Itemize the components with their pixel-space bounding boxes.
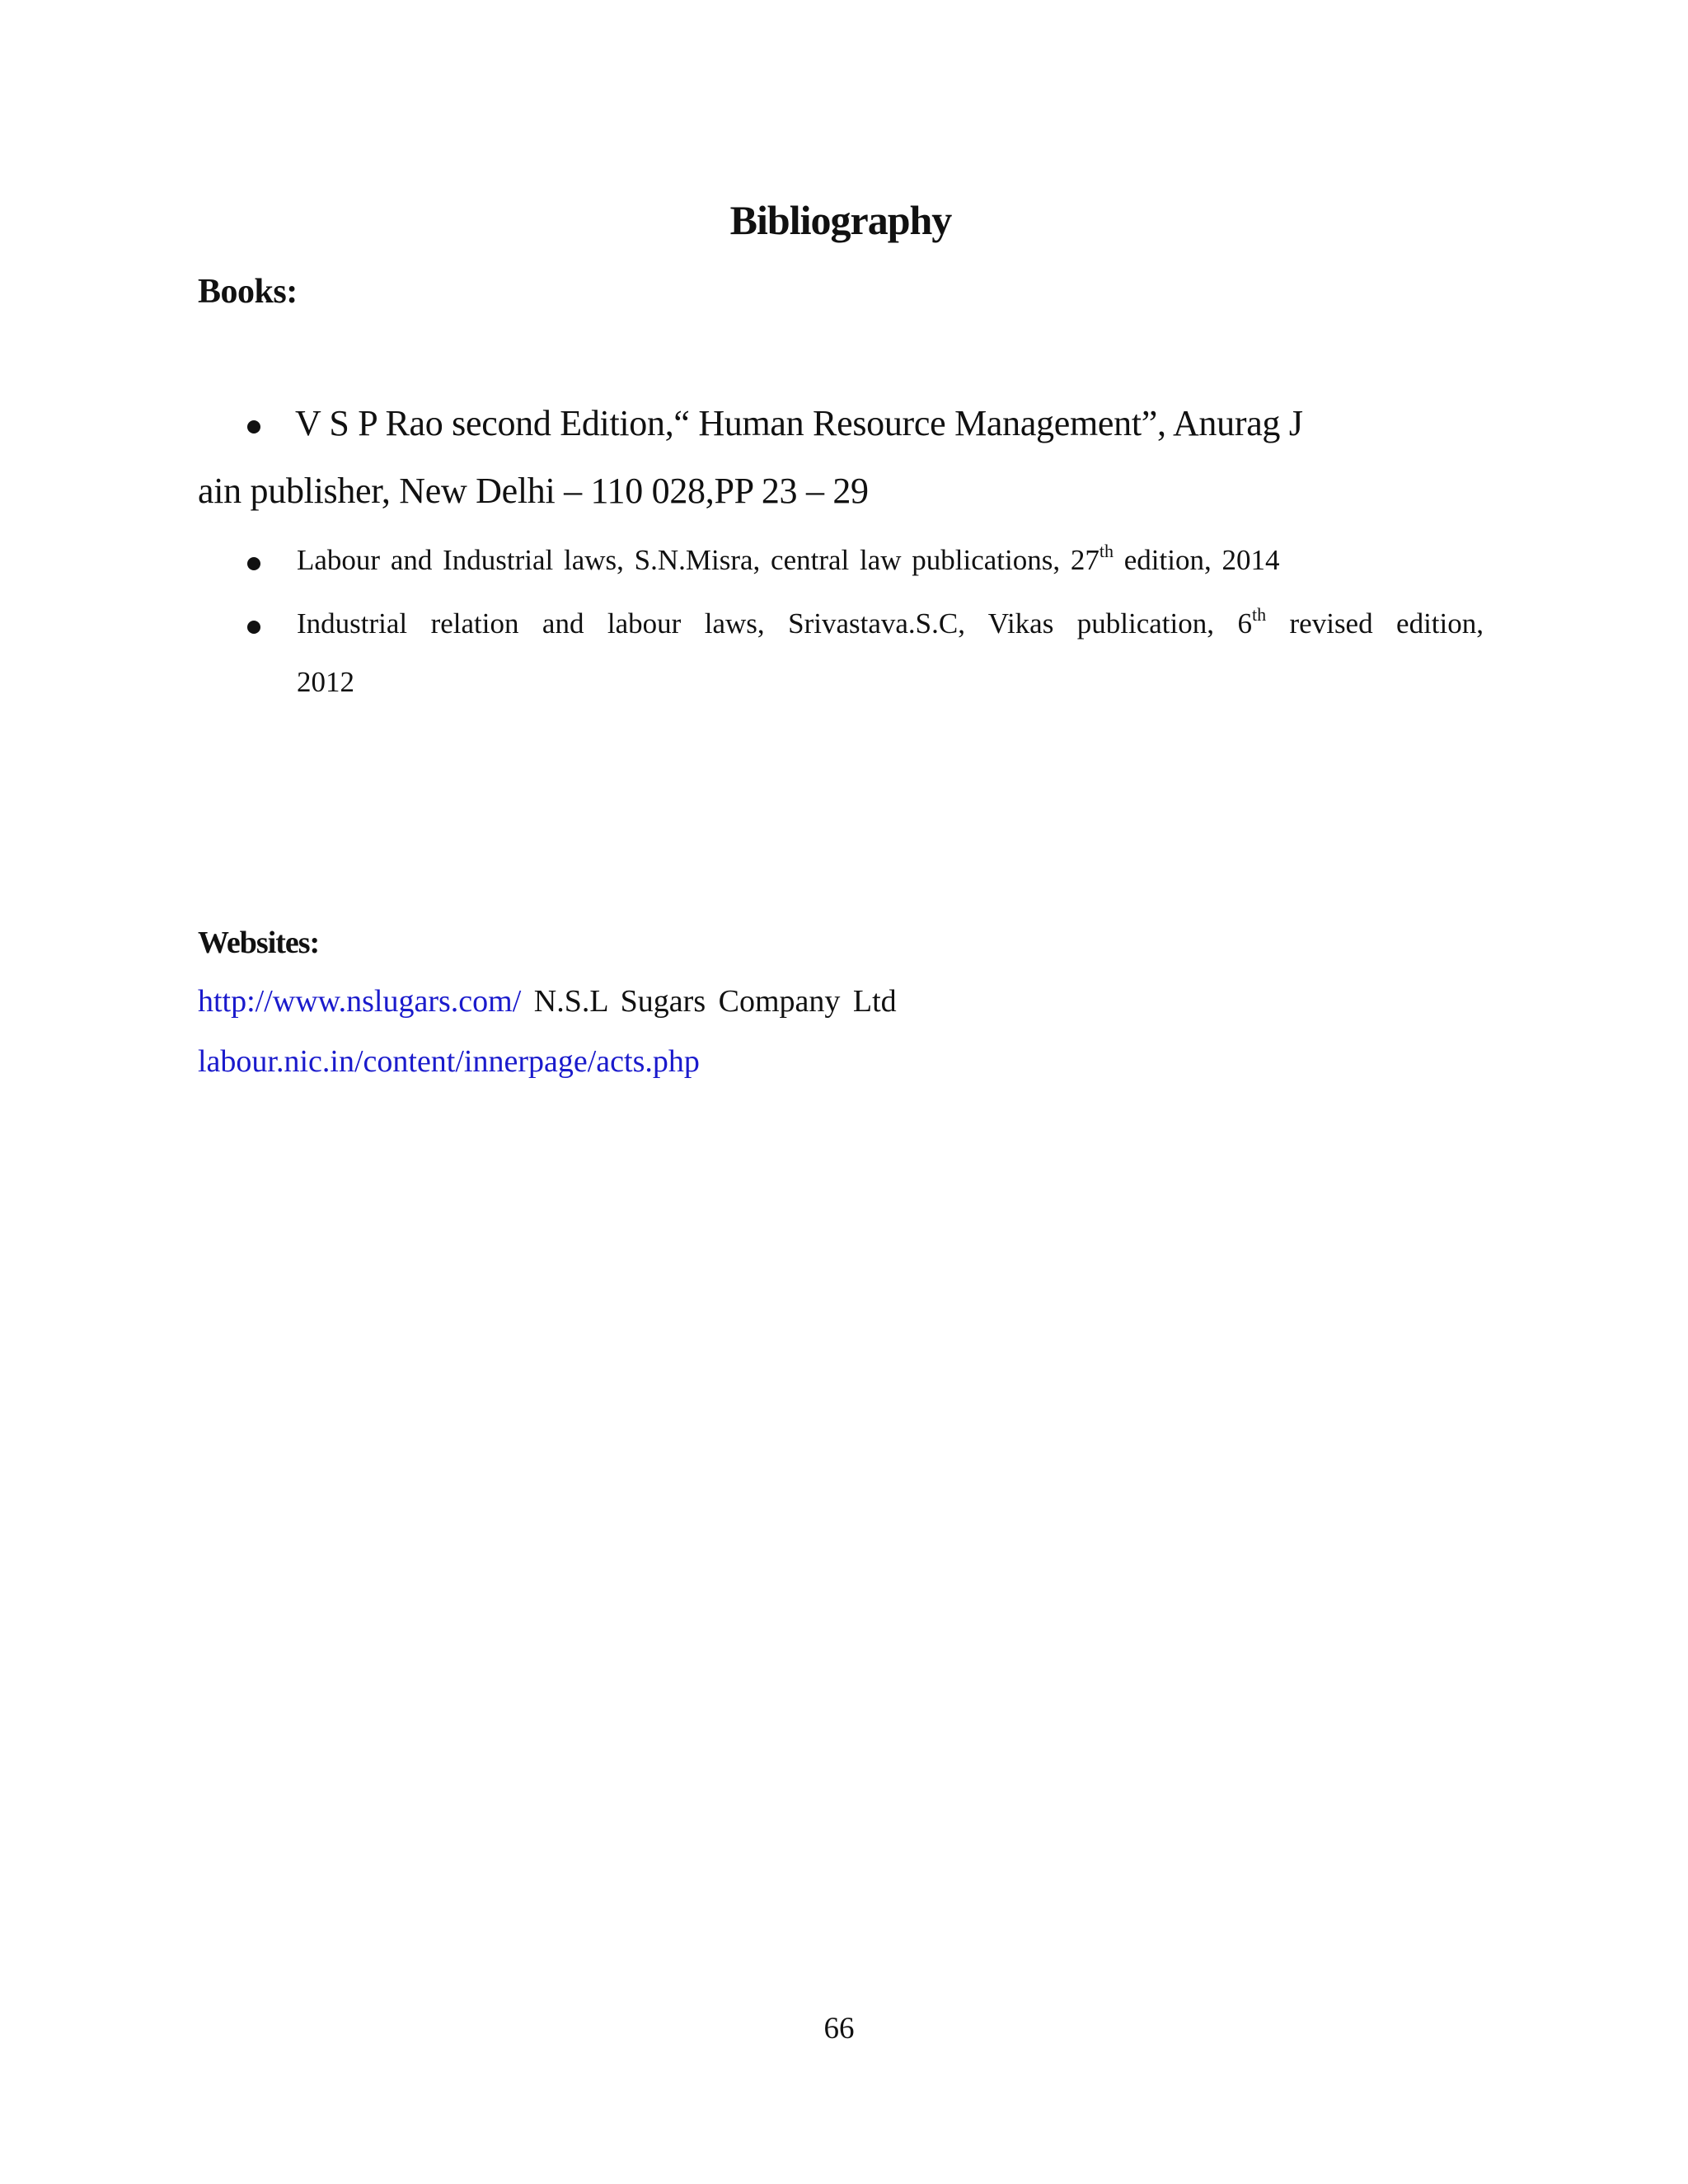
- bullet-icon: [247, 621, 260, 634]
- website-entry-1-label: N.S.L Sugars Company Ltd: [521, 984, 897, 1019]
- book-entry-3-line-2: 2012: [297, 666, 354, 698]
- website-link-labour-acts[interactable]: labour.nic.in/content/innerpage/acts.php: [198, 1044, 700, 1079]
- bullet-icon: [247, 420, 260, 434]
- website-entry-2: [198, 1043, 700, 1080]
- websites-heading: Websites:: [198, 926, 320, 960]
- bullet-icon: [247, 557, 260, 570]
- books-heading: Books:: [198, 273, 298, 311]
- website-link-nslsugars[interactable]: http://www.nslugars.com/: [198, 984, 522, 1019]
- book-entry-3-text: Industrial relation and labour laws, Srivastava.S.C, Vikas publication, 6: [297, 607, 1252, 640]
- page-title: Bibliography: [729, 197, 952, 243]
- website-entry-1: [198, 983, 897, 1019]
- book-entry-1-line-1: V S P Rao second Edition,“ Human Resource Management”, Anurag J: [295, 403, 1303, 443]
- book-entry-3-superscript: th: [1251, 604, 1267, 625]
- book-entry-3-line-1: [297, 604, 1484, 640]
- book-entry-2-superscript: th: [1099, 541, 1114, 561]
- book-entry-2-edition: edition, 2014: [1114, 544, 1280, 576]
- book-entry-3-edition: revised edition,: [1266, 607, 1484, 640]
- book-entry-1-line-2: ain publisher, New Delhi – 110 028,PP 23 – 29: [198, 471, 869, 511]
- book-entry-2-text: Labour and Industrial laws, S.N.Misra, central law publications, 27: [297, 544, 1100, 576]
- book-entry-2: [297, 541, 1280, 577]
- page-number: 66: [823, 2012, 855, 2046]
